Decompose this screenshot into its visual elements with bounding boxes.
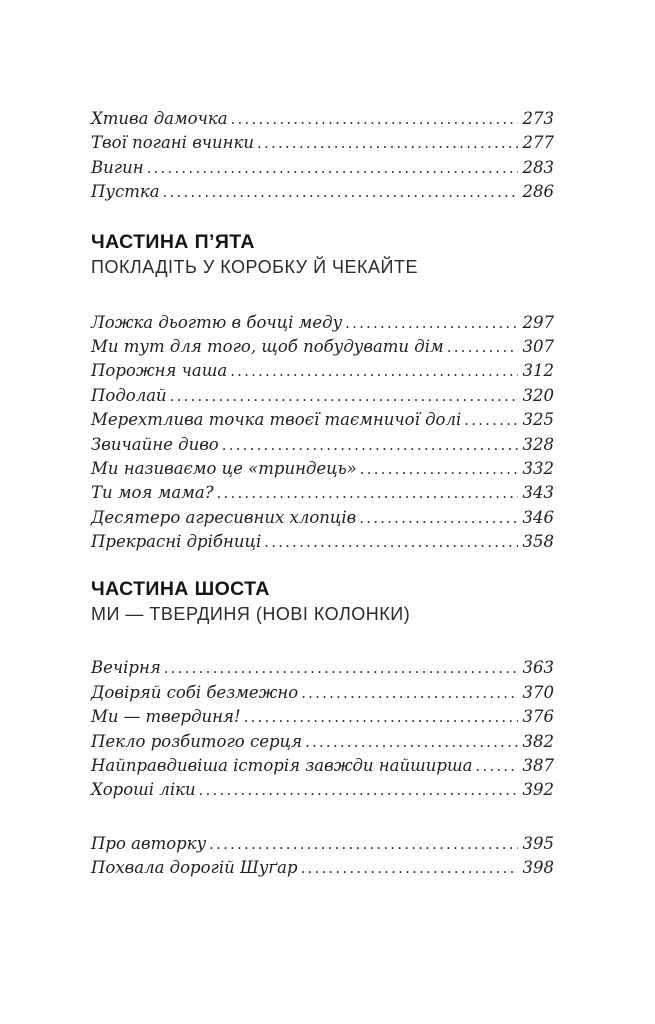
toc-entry-row [91, 481, 554, 505]
toc-entry-row [91, 681, 554, 705]
dot-leader [475, 754, 517, 778]
dot-leader [170, 384, 518, 408]
dot-leader [147, 156, 518, 180]
toc-group-back-matter [91, 832, 554, 881]
toc-entry-row [91, 156, 554, 180]
dot-leader [447, 335, 518, 359]
dot-leader [464, 408, 517, 432]
dot-leader [345, 311, 517, 335]
dot-leader [257, 131, 517, 155]
dot-leader [164, 656, 518, 680]
chapter-title: Мерехтлива точка твоєї таємничої долі [91, 410, 462, 430]
part-heading-subtitle: МИ — ТВЕРДИНЯ (НОВІ КОЛОНКИ) [91, 604, 411, 625]
toc-entry-row [91, 457, 554, 481]
toc-entry-row [91, 408, 554, 432]
part-six-heading [91, 577, 554, 627]
chapter-title: Ти моя мама? [91, 483, 214, 503]
chapter-title: Вигин [91, 157, 144, 177]
chapter-title: Твої погані вчинки [91, 133, 255, 153]
chapter-title: Довіряй собі безмежно [91, 682, 299, 702]
page-number: 320 [522, 385, 554, 405]
toc-entry-row [91, 705, 554, 729]
page-number: 332 [522, 458, 554, 478]
chapter-title: Хороші ліки [91, 780, 196, 800]
page-number: 382 [522, 731, 554, 751]
toc-entry-row [91, 131, 554, 155]
toc-entry-row [91, 778, 554, 802]
page-number: 387 [522, 756, 554, 776]
dot-leader [217, 481, 518, 505]
page-number: 283 [522, 157, 554, 177]
chapter-title: Вечірня [91, 658, 161, 678]
chapter-title: Ми називаємо це «триндець» [91, 458, 357, 478]
toc-entry-row [91, 754, 554, 778]
toc-entry-row [91, 384, 554, 408]
chapter-title: Ми тут для того, щоб побудувати дім [91, 336, 444, 356]
page-number: 307 [522, 336, 554, 356]
page-number: 395 [522, 833, 554, 853]
dot-leader [264, 530, 517, 554]
page-number: 376 [522, 707, 554, 727]
dot-leader [231, 107, 518, 131]
page-number: 277 [522, 133, 554, 153]
page-number: 370 [522, 682, 554, 702]
dot-leader [199, 778, 518, 802]
chapter-title: Звичайне диво [91, 434, 219, 454]
chapter-title: Найправдивіша історія завжди найширша [91, 756, 473, 776]
toc-entry-row [91, 530, 554, 554]
page-number: 328 [522, 434, 554, 454]
toc-entry-row [91, 832, 554, 856]
chapter-title: Подолай [91, 385, 167, 405]
page-number: 346 [522, 507, 554, 527]
part-heading-subtitle: ПОКЛАДІТЬ У КОРОБКУ Й ЧЕКАЙТЕ [91, 256, 418, 277]
part-heading-title: ЧАСТИНА П’ЯТА [91, 230, 255, 253]
dot-leader [305, 730, 518, 754]
part-five-heading [91, 230, 554, 280]
page-number: 398 [522, 858, 554, 878]
chapter-title: Порожня чаша [91, 361, 228, 381]
dot-leader [301, 681, 517, 705]
toc-group-part-six [91, 656, 554, 802]
dot-leader [230, 359, 517, 383]
dot-leader [163, 180, 518, 204]
toc-entry-row [91, 311, 554, 335]
chapter-title: Хтива дамочка [91, 109, 228, 128]
toc-entry-row [91, 730, 554, 754]
chapter-title: Пекло розбитого серця [91, 731, 302, 751]
chapter-title: Похвала дорогій Шуґар [91, 858, 298, 878]
chapter-title: Пустка [91, 182, 160, 202]
chapter-title: Десятеро агресивних хлопців [91, 507, 357, 527]
toc-entry-row [91, 335, 554, 359]
toc-entry-row [91, 180, 554, 204]
dot-leader [360, 457, 518, 481]
toc-entry-row [91, 359, 554, 383]
toc-entry-row [91, 506, 554, 530]
toc-group-previous-part [91, 107, 554, 205]
chapter-title: Прекрасні дрібниці [91, 532, 262, 552]
page-number: 297 [522, 312, 554, 332]
page-number: 343 [522, 483, 554, 503]
part-heading-title: ЧАСТИНА ШОСТА [91, 578, 270, 601]
chapter-title: Ложка дьогтю в бочці меду [91, 312, 343, 332]
toc-entry-row [91, 433, 554, 457]
chapter-title: Про авторку [91, 833, 207, 853]
chapter-title: Ми — твердиня! [91, 707, 241, 727]
dot-leader [244, 705, 518, 729]
toc-entry-row [91, 107, 554, 131]
page-number: 312 [522, 361, 554, 381]
page-number: 363 [522, 658, 554, 678]
dot-leader [301, 856, 518, 880]
page-number: 392 [522, 780, 554, 800]
toc-group-part-five [91, 311, 554, 555]
dot-leader [209, 832, 517, 856]
dot-leader [222, 433, 518, 457]
dot-leader [359, 506, 517, 530]
toc-entry-row [91, 656, 554, 680]
page-number: 325 [522, 410, 554, 430]
page-number: 286 [522, 182, 554, 202]
page-number: 273 [522, 109, 554, 128]
toc-entry-row [91, 856, 554, 880]
page-number: 358 [522, 532, 554, 552]
